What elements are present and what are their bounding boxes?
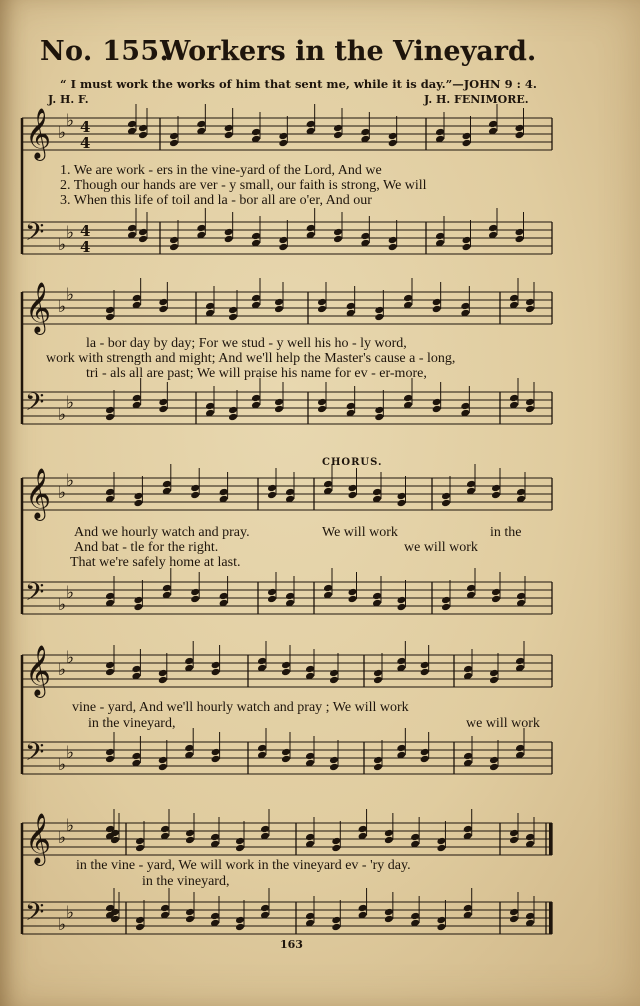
- note-head: [306, 120, 316, 129]
- time-signature: 4: [80, 134, 91, 152]
- note-head: [184, 657, 194, 666]
- note-head: [196, 120, 206, 129]
- note-head: [211, 668, 221, 677]
- note-head: [462, 132, 472, 141]
- note-head: [491, 588, 501, 597]
- note-head: [133, 603, 143, 612]
- note-head: [489, 676, 499, 685]
- treble-clef-icon: 𝄞: [25, 645, 52, 696]
- flat-icon: ♭: [66, 223, 75, 243]
- note-head: [281, 755, 291, 764]
- note-head: [346, 302, 356, 311]
- flat-icon: ♭: [66, 903, 75, 923]
- lyric-line: in the: [490, 525, 522, 540]
- note-head: [333, 131, 343, 140]
- note-head: [138, 235, 148, 244]
- note-head: [331, 916, 341, 925]
- note-head: [224, 131, 234, 140]
- note-head: [432, 398, 442, 407]
- hymn-number: No. 155.: [40, 36, 170, 67]
- note-head: [432, 298, 442, 307]
- time-signature: 4: [80, 222, 91, 240]
- note-head: [489, 756, 499, 765]
- note-head: [488, 224, 498, 233]
- flat-icon: ♭: [58, 595, 67, 615]
- flat-icon: ♭: [66, 471, 75, 491]
- note-head: [219, 592, 229, 601]
- note-head: [274, 398, 284, 407]
- note-head: [515, 744, 525, 753]
- hymn-title: Workers in the Vineyard.: [160, 36, 537, 67]
- note-head: [190, 491, 200, 500]
- note-head: [384, 915, 394, 924]
- lyric-line: in the vine - yard, We will work in the vineyard ev - 'ry day.: [76, 858, 411, 873]
- lyric-line: we will work: [466, 716, 540, 731]
- flat-icon: ♭: [58, 235, 67, 255]
- note-head: [257, 744, 267, 753]
- note-head: [158, 669, 168, 678]
- note-head: [516, 488, 526, 497]
- note-head: [138, 228, 148, 237]
- note-head: [317, 398, 327, 407]
- note-head: [281, 668, 291, 677]
- note-head: [251, 232, 261, 241]
- note-head: [509, 915, 519, 924]
- lyric-line: we will work: [404, 540, 478, 555]
- note-head: [436, 923, 446, 932]
- note-head: [105, 661, 115, 670]
- note-head: [462, 243, 472, 252]
- note-head: [348, 588, 358, 597]
- lyricist-credit: J. H. F.: [48, 93, 89, 106]
- note-head: [251, 128, 261, 137]
- note-head: [463, 904, 473, 913]
- note-head: [436, 844, 446, 853]
- note-head: [373, 756, 383, 765]
- note-head: [211, 661, 221, 670]
- note-head: [228, 306, 238, 315]
- note-head: [228, 413, 238, 422]
- flat-icon: ♭: [58, 297, 67, 317]
- flat-icon: ♭: [66, 583, 75, 603]
- note-head: [135, 844, 145, 853]
- note-head: [331, 837, 341, 846]
- note-head: [323, 584, 333, 593]
- note-head: [131, 752, 141, 761]
- note-head: [235, 923, 245, 932]
- note-head: [138, 124, 148, 133]
- note-head: [436, 916, 446, 925]
- note-head: [278, 236, 288, 245]
- note-head: [397, 596, 407, 605]
- note-head: [509, 836, 519, 845]
- note-head: [372, 592, 382, 601]
- note-head: [463, 825, 473, 834]
- note-head: [333, 124, 343, 133]
- note-head: [132, 394, 142, 403]
- note-head: [491, 491, 501, 500]
- note-head: [388, 236, 398, 245]
- note-head: [160, 904, 170, 913]
- note-head: [278, 132, 288, 141]
- note-head: [466, 584, 476, 593]
- note-head: [235, 844, 245, 853]
- note-head: [158, 405, 168, 414]
- note-head: [441, 499, 451, 508]
- note-head: [281, 661, 291, 670]
- bass-clef-icon: 𝄢: [25, 218, 45, 253]
- note-head: [396, 657, 406, 666]
- note-head: [105, 413, 115, 422]
- note-head: [267, 484, 277, 493]
- lyric-line: in the vineyard,: [88, 716, 176, 731]
- note-head: [388, 243, 398, 252]
- note-head: [285, 488, 295, 497]
- flat-icon: ♭: [66, 111, 75, 131]
- note-head: [463, 752, 473, 761]
- note-head: [235, 916, 245, 925]
- note-head: [516, 592, 526, 601]
- note-head: [169, 139, 179, 148]
- note-head: [525, 833, 535, 842]
- note-head: [420, 755, 430, 764]
- note-head: [184, 744, 194, 753]
- flat-icon: ♭: [58, 828, 67, 848]
- note-head: [489, 669, 499, 678]
- lyric-line: 1. We are work - ers in the vine-yard of the Lord, And we: [60, 163, 382, 178]
- note-head: [185, 836, 195, 845]
- note-head: [224, 228, 234, 237]
- note-head: [260, 825, 270, 834]
- note-head: [420, 661, 430, 670]
- note-head: [420, 668, 430, 677]
- chorus-label: CHORUS.: [322, 457, 383, 468]
- note-head: [525, 912, 535, 921]
- note-head: [491, 484, 501, 493]
- note-head: [127, 224, 137, 233]
- note-head: [358, 825, 368, 834]
- note-head: [525, 305, 535, 314]
- note-head: [305, 752, 315, 761]
- lyric-line: And we hourly watch and pray.: [74, 525, 250, 540]
- lyric-line: And bat - tle for the right.: [74, 540, 219, 555]
- note-head: [185, 915, 195, 924]
- note-head: [224, 235, 234, 244]
- treble-clef-icon: 𝄞: [25, 468, 52, 519]
- note-head: [133, 492, 143, 501]
- note-head: [224, 124, 234, 133]
- note-head: [158, 398, 168, 407]
- note-head: [333, 235, 343, 244]
- note-head: [435, 232, 445, 241]
- flat-icon: ♭: [66, 393, 75, 413]
- flat-icon: ♭: [66, 816, 75, 836]
- note-head: [388, 139, 398, 148]
- bass-clef-icon: 𝄢: [25, 388, 45, 423]
- scripture-reference: “ I must work the works of him that sent me, while it is day.”—JOHN 9 : 4.: [60, 77, 537, 91]
- note-head: [160, 825, 170, 834]
- note-head: [131, 665, 141, 674]
- note-head: [488, 120, 498, 129]
- note-head: [132, 294, 142, 303]
- note-head: [306, 224, 316, 233]
- note-head: [348, 595, 358, 604]
- note-head: [515, 657, 525, 666]
- note-head: [158, 305, 168, 314]
- note-head: [525, 298, 535, 307]
- note-head: [281, 748, 291, 757]
- composer-credit: J. H. FENIMORE.: [424, 93, 529, 106]
- lyric-line: la - bor day by day; For we stud - y well his ho - ly word,: [86, 336, 407, 351]
- time-signature: 4: [80, 238, 91, 256]
- note-head: [105, 755, 115, 764]
- note-head: [410, 833, 420, 842]
- note-head: [374, 313, 384, 322]
- note-head: [331, 844, 341, 853]
- note-head: [105, 592, 115, 601]
- note-head: [374, 413, 384, 422]
- note-head: [278, 243, 288, 252]
- note-head: [210, 833, 220, 842]
- lyric-line: That we're safely home at last.: [70, 555, 241, 570]
- note-head: [162, 584, 172, 593]
- note-head: [441, 492, 451, 501]
- note-head: [515, 124, 525, 133]
- bass-clef-icon: 𝄢: [25, 738, 45, 773]
- note-head: [358, 904, 368, 913]
- note-head: [403, 294, 413, 303]
- lyric-line: 3. When this life of toil and la - bor all are o'er, And our: [60, 193, 372, 208]
- flat-icon: ♭: [58, 123, 67, 143]
- note-head: [491, 595, 501, 604]
- note-head: [432, 305, 442, 314]
- note-head: [267, 588, 277, 597]
- note-head: [219, 488, 229, 497]
- note-head: [360, 232, 370, 241]
- note-head: [525, 405, 535, 414]
- note-head: [278, 139, 288, 148]
- final-barline: [549, 823, 552, 855]
- note-head: [374, 406, 384, 415]
- note-head: [329, 756, 339, 765]
- note-head: [190, 484, 200, 493]
- note-head: [388, 132, 398, 141]
- note-head: [397, 603, 407, 612]
- flat-icon: ♭: [58, 755, 67, 775]
- note-head: [105, 488, 115, 497]
- note-head: [211, 755, 221, 764]
- note-head: [133, 499, 143, 508]
- note-head: [384, 908, 394, 917]
- note-head: [509, 294, 519, 303]
- note-head: [435, 128, 445, 137]
- flat-icon: ♭: [58, 915, 67, 935]
- note-head: [267, 595, 277, 604]
- note-head: [462, 139, 472, 148]
- flat-icon: ♭: [58, 405, 67, 425]
- lyric-line: tri - als all are past; We will praise his name for ev - er-more,: [86, 366, 427, 381]
- note-head: [460, 302, 470, 311]
- note-head: [463, 665, 473, 674]
- note-head: [274, 298, 284, 307]
- note-head: [317, 305, 327, 314]
- note-head: [432, 405, 442, 414]
- note-head: [305, 912, 315, 921]
- note-head: [329, 676, 339, 685]
- note-head: [135, 916, 145, 925]
- bass-clef-icon: 𝄢: [25, 898, 45, 933]
- note-head: [525, 398, 535, 407]
- note-head: [251, 294, 261, 303]
- note-head: [331, 923, 341, 932]
- treble-clef-icon: 𝄞: [25, 282, 52, 333]
- note-head: [396, 744, 406, 753]
- note-head: [127, 120, 137, 129]
- note-head: [158, 756, 168, 765]
- note-head: [329, 669, 339, 678]
- note-head: [403, 394, 413, 403]
- note-head: [135, 837, 145, 846]
- note-head: [348, 491, 358, 500]
- lyric-line: work with strength and might; And we'll help the Master's cause a - long,: [46, 351, 456, 366]
- note-head: [251, 394, 261, 403]
- note-head: [274, 305, 284, 314]
- note-head: [169, 236, 179, 245]
- note-head: [436, 837, 446, 846]
- note-head: [260, 904, 270, 913]
- note-head: [515, 131, 525, 140]
- note-head: [373, 669, 383, 678]
- note-head: [329, 763, 339, 772]
- note-head: [509, 394, 519, 403]
- final-barline: [549, 902, 552, 934]
- note-head: [158, 676, 168, 685]
- note-head: [158, 298, 168, 307]
- note-head: [235, 837, 245, 846]
- note-head: [460, 402, 470, 411]
- note-head: [397, 499, 407, 508]
- page-number: 163: [280, 938, 303, 951]
- note-head: [441, 596, 451, 605]
- note-head: [333, 228, 343, 237]
- note-head: [133, 596, 143, 605]
- note-head: [466, 480, 476, 489]
- note-head: [410, 912, 420, 921]
- note-head: [441, 603, 451, 612]
- note-head: [211, 748, 221, 757]
- note-head: [346, 402, 356, 411]
- note-head: [374, 306, 384, 315]
- note-head: [205, 402, 215, 411]
- note-head: [105, 406, 115, 415]
- treble-clef-icon: 𝄞: [25, 108, 52, 159]
- note-head: [162, 480, 172, 489]
- note-head: [317, 405, 327, 414]
- note-head: [384, 836, 394, 845]
- note-head: [515, 235, 525, 244]
- note-head: [190, 595, 200, 604]
- flat-icon: ♭: [58, 660, 67, 680]
- note-head: [323, 480, 333, 489]
- note-head: [135, 923, 145, 932]
- lyric-line: in the vineyard,: [142, 874, 230, 889]
- lyric-line: vine - yard, And we'll hourly watch and pray ; We will work: [72, 700, 409, 715]
- flat-icon: ♭: [66, 648, 75, 668]
- note-head: [158, 763, 168, 772]
- note-head: [515, 228, 525, 237]
- flat-icon: ♭: [66, 743, 75, 763]
- note-head: [257, 657, 267, 666]
- treble-clef-icon: 𝄞: [25, 813, 52, 864]
- note-head: [210, 912, 220, 921]
- note-head: [274, 405, 284, 414]
- note-head: [228, 313, 238, 322]
- flat-icon: ♭: [66, 285, 75, 305]
- note-head: [196, 224, 206, 233]
- note-head: [462, 236, 472, 245]
- flat-icon: ♭: [58, 483, 67, 503]
- note-head: [138, 131, 148, 140]
- note-head: [373, 763, 383, 772]
- note-head: [169, 132, 179, 141]
- note-head: [228, 406, 238, 415]
- lyric-line: 2. Though our hands are ver - y small, our faith is strong, We will: [60, 178, 427, 193]
- note-head: [105, 668, 115, 677]
- note-head: [317, 298, 327, 307]
- note-head: [348, 484, 358, 493]
- note-head: [420, 748, 430, 757]
- note-head: [489, 763, 499, 772]
- note-head: [509, 908, 519, 917]
- note-head: [190, 588, 200, 597]
- note-head: [169, 243, 179, 252]
- note-head: [205, 302, 215, 311]
- note-head: [373, 676, 383, 685]
- note-head: [305, 833, 315, 842]
- note-head: [185, 908, 195, 917]
- lyric-line: We will work: [322, 525, 398, 540]
- note-head: [105, 306, 115, 315]
- note-head: [397, 492, 407, 501]
- note-head: [360, 128, 370, 137]
- note-head: [105, 313, 115, 322]
- note-head: [384, 829, 394, 838]
- note-head: [372, 488, 382, 497]
- note-head: [305, 665, 315, 674]
- note-head: [285, 592, 295, 601]
- bass-clef-icon: 𝄢: [25, 578, 45, 613]
- note-head: [509, 829, 519, 838]
- time-signature: 4: [80, 118, 91, 136]
- note-head: [105, 748, 115, 757]
- note-head: [267, 491, 277, 500]
- note-head: [185, 829, 195, 838]
